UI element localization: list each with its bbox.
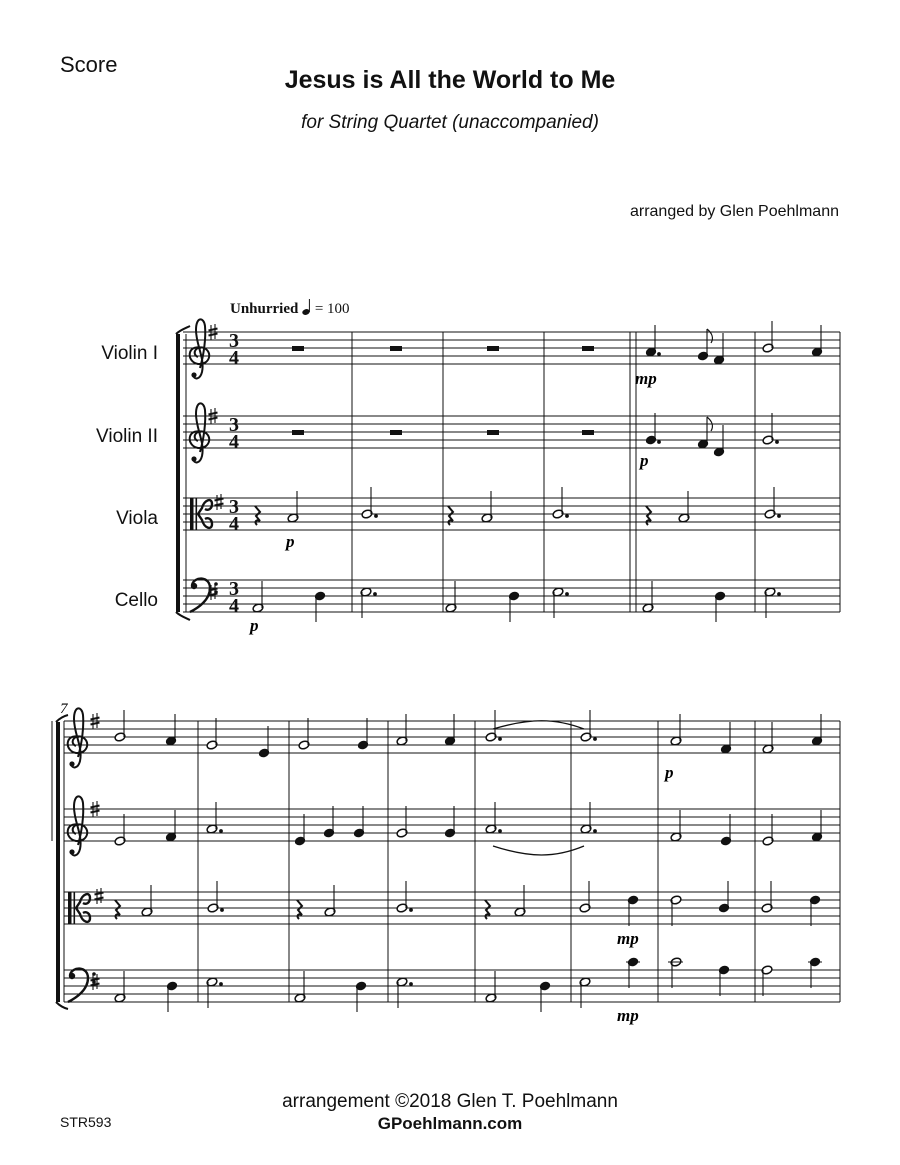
measure-number-7: 7 <box>60 701 68 717</box>
subtitle: for String Quartet (unaccompanied) <box>301 112 599 133</box>
tempo-marking <box>230 297 350 318</box>
instrument-label-viola: Viola <box>116 508 158 529</box>
dynamic-viola-mp-m12: mp <box>617 929 639 948</box>
dynamic-violin1-p-m13: p <box>665 763 674 782</box>
tempo-text: Unhurried <box>230 301 299 317</box>
dynamic-violin1-mp: mp <box>635 369 657 388</box>
dynamic-cello-mp-m12: mp <box>617 1006 639 1025</box>
arranger-credit: arranged by Glen Poehlmann <box>629 203 839 220</box>
website-link[interactable]: GPoehlmann.com <box>377 1114 523 1133</box>
copyright-notice: arrangement ©2018 Glen T. Poehlmann <box>282 1091 618 1112</box>
svg-text:3: 3 <box>229 330 239 352</box>
instrument-label-cello: Cello <box>114 590 158 611</box>
dynamic-violin2-p: p <box>640 451 649 470</box>
instrument-label-violin-2: Violin II <box>96 426 158 447</box>
dynamic-viola-p: p <box>286 532 295 551</box>
quarter-note-icon <box>302 299 311 313</box>
catalog-code: STR593 <box>60 1114 112 1130</box>
svg-text:4: 4 <box>229 431 239 453</box>
page-title: Jesus is All the World to Me <box>284 66 616 94</box>
svg-text:4: 4 <box>229 513 239 535</box>
dynamic-cello-p: p <box>250 616 259 635</box>
svg-text:4: 4 <box>229 347 239 369</box>
svg-text:3: 3 <box>229 578 239 600</box>
svg-text:3: 3 <box>229 496 239 518</box>
instrument-label-violin-1: Violin I <box>101 343 158 364</box>
svg-text:3: 3 <box>229 414 239 436</box>
svg-text:4: 4 <box>229 595 239 617</box>
tempo-bpm: = 100 <box>314 301 350 317</box>
score-label: Score <box>60 52 118 77</box>
